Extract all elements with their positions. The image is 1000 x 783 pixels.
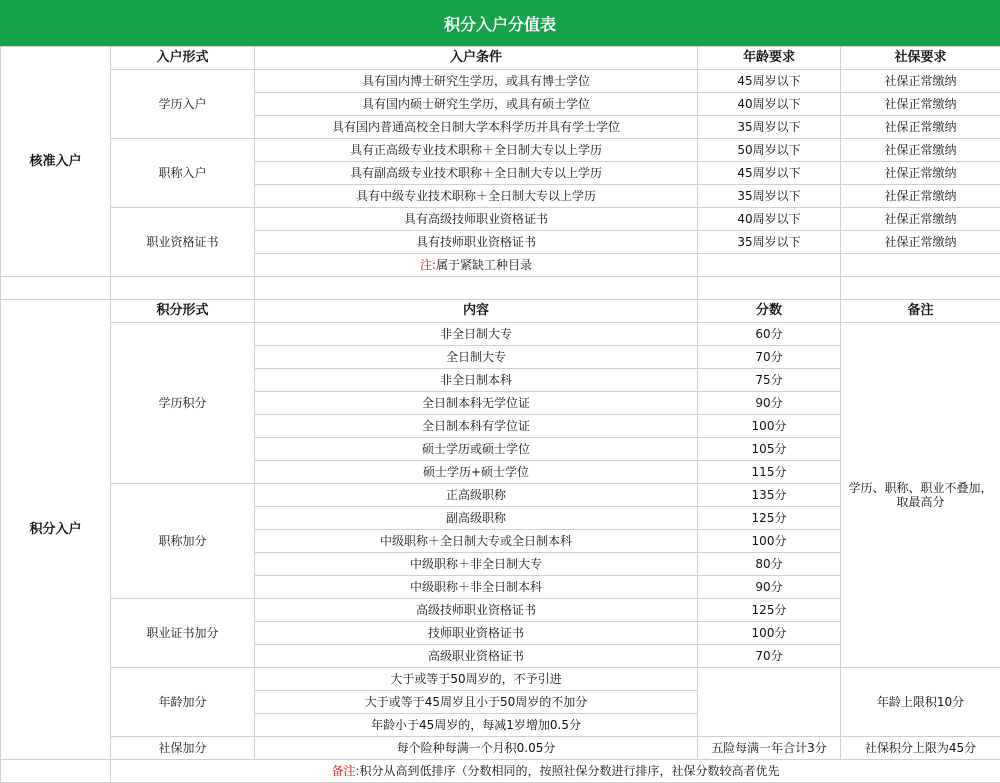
content-cell: 硕士学历或硕士学位	[255, 438, 698, 461]
s1-form-title: 职称入户	[111, 139, 255, 208]
age-score-cell	[698, 668, 841, 737]
empty-cell	[111, 277, 255, 300]
score-cell: 60分	[698, 323, 841, 346]
note-cell	[255, 254, 698, 277]
s2-category: 积分入户	[1, 300, 111, 760]
content-cell: 中级职称＋全日制大专或全日制本科	[255, 530, 698, 553]
s1-header-age: 年龄要求	[698, 47, 841, 70]
content-cell: 年龄小于45周岁的，每减1岁增加0.5分	[255, 714, 698, 737]
score-cell: 105分	[698, 438, 841, 461]
s1-form-education: 学历入户	[111, 70, 255, 139]
spacer-row	[1, 277, 1000, 300]
footer-note	[111, 760, 1000, 783]
content-cell: 副高级职称	[255, 507, 698, 530]
content-cell: 高级职业资格证书	[255, 645, 698, 668]
social-cell: 社保正常缴纳	[841, 116, 1000, 139]
age-cell: 35周岁以下	[698, 185, 841, 208]
score-cell: 135分	[698, 484, 841, 507]
table-row	[1, 323, 1000, 346]
social-cell: 社保正常缴纳	[841, 231, 1000, 254]
empty-cell	[698, 277, 841, 300]
content-cell: 正高级职称	[255, 484, 698, 507]
social-cell: 社保正常缴纳	[841, 70, 1000, 93]
score-cell: 100分	[698, 415, 841, 438]
empty-cell	[841, 254, 1000, 277]
s2-header-content: 内容	[255, 300, 698, 323]
content-cell: 每个险种每满一个月积0.05分	[255, 737, 698, 760]
footer-label: 备注:	[331, 764, 359, 778]
age-cell: 50周岁以下	[698, 139, 841, 162]
content-cell: 非全日制本科	[255, 369, 698, 392]
social-cell: 社保正常缴纳	[841, 185, 1000, 208]
s1-header-form: 入户形式	[111, 47, 255, 70]
table-row	[1, 737, 1000, 760]
condition-cell: 具有技师职业资格证书	[255, 231, 698, 254]
score-cell: 100分	[698, 622, 841, 645]
footer-row	[1, 760, 1000, 783]
empty-cell	[1, 760, 111, 783]
score-cell: 125分	[698, 599, 841, 622]
content-cell: 全日制本科有学位证	[255, 415, 698, 438]
s2-header-remark: 备注	[841, 300, 1000, 323]
s2-header-row	[1, 300, 1000, 323]
content-cell: 硕士学历+硕士学位	[255, 461, 698, 484]
social-cell: 社保正常缴纳	[841, 139, 1000, 162]
empty-cell	[698, 254, 841, 277]
s1-header-row	[1, 47, 1000, 70]
s1-header-condition: 入户条件	[255, 47, 698, 70]
score-cell: 80分	[698, 553, 841, 576]
social-cell: 社保正常缴纳	[841, 208, 1000, 231]
points-table	[0, 46, 1000, 783]
age-cell: 35周岁以下	[698, 231, 841, 254]
age-cell: 45周岁以下	[698, 70, 841, 93]
score-cell: 125分	[698, 507, 841, 530]
age-cell: 40周岁以下	[698, 93, 841, 116]
note-label: 注:	[420, 258, 436, 272]
s2-header-form: 积分形式	[111, 300, 255, 323]
note-text: 属于紧缺工种目录	[436, 258, 532, 272]
age-cell: 35周岁以下	[698, 116, 841, 139]
table-row	[1, 139, 1000, 162]
condition-cell: 具有正高级专业技术职称＋全日制大专以上学历	[255, 139, 698, 162]
content-cell: 中级职称＋非全日制本科	[255, 576, 698, 599]
content-cell: 技师职业资格证书	[255, 622, 698, 645]
content-cell: 全日制本科无学位证	[255, 392, 698, 415]
table-row	[1, 208, 1000, 231]
footer-text: 积分从高到低排序（分数相同的，按照社保分数进行排序，社保分数较高者优先	[360, 764, 780, 778]
score-cell: 五险每满一年合计3分	[698, 737, 841, 760]
score-cell: 70分	[698, 346, 841, 369]
remark-age: 年龄上限积10分	[841, 668, 1000, 737]
score-cell: 90分	[698, 392, 841, 415]
age-cell: 40周岁以下	[698, 208, 841, 231]
age-cell: 45周岁以下	[698, 162, 841, 185]
score-cell: 70分	[698, 645, 841, 668]
table-row	[1, 70, 1000, 93]
content-cell: 中级职称＋非全日制大专	[255, 553, 698, 576]
s2-form-education: 学历积分	[111, 323, 255, 484]
condition-cell: 具有中级专业技术职称＋全日制大专以上学历	[255, 185, 698, 208]
score-cell: 90分	[698, 576, 841, 599]
content-cell: 非全日制大专	[255, 323, 698, 346]
social-cell: 社保正常缴纳	[841, 162, 1000, 185]
empty-cell	[1, 277, 111, 300]
remark-social: 社保积分上限为45分	[841, 737, 1000, 760]
s2-form-social: 社保加分	[111, 737, 255, 760]
score-cell: 100分	[698, 530, 841, 553]
content-cell: 全日制大专	[255, 346, 698, 369]
content-cell: 大于或等于50周岁的，不予引进	[255, 668, 698, 691]
empty-cell	[841, 277, 1000, 300]
s2-form-certificate: 职业证书加分	[111, 599, 255, 668]
empty-cell	[255, 277, 698, 300]
s2-form-title: 职称加分	[111, 484, 255, 599]
condition-cell: 具有国内硕士研究生学历，或具有硕士学位	[255, 93, 698, 116]
condition-cell: 具有副高级专业技术职称＋全日制大专以上学历	[255, 162, 698, 185]
s2-form-age: 年龄加分	[111, 668, 255, 737]
condition-cell: 具有国内博士研究生学历，或具有博士学位	[255, 70, 698, 93]
content-cell: 大于或等于45周岁且小于50周岁的不加分	[255, 691, 698, 714]
s1-form-certificate: 职业资格证书	[111, 208, 255, 277]
s2-header-score: 分数	[698, 300, 841, 323]
score-cell: 75分	[698, 369, 841, 392]
remark-main: 学历、职称、职业不叠加，取最高分	[841, 323, 1000, 668]
content-cell: 高级技师职业资格证书	[255, 599, 698, 622]
condition-cell: 具有国内普通高校全日制大学本科学历并具有学士学位	[255, 116, 698, 139]
social-cell: 社保正常缴纳	[841, 93, 1000, 116]
s1-header-social: 社保要求	[841, 47, 1000, 70]
sheet-title: 积分入户分值表	[0, 0, 1000, 47]
s1-category: 核准入户	[1, 47, 111, 277]
score-cell: 115分	[698, 461, 841, 484]
table-row	[1, 668, 1000, 691]
condition-cell: 具有高级技师职业资格证书	[255, 208, 698, 231]
